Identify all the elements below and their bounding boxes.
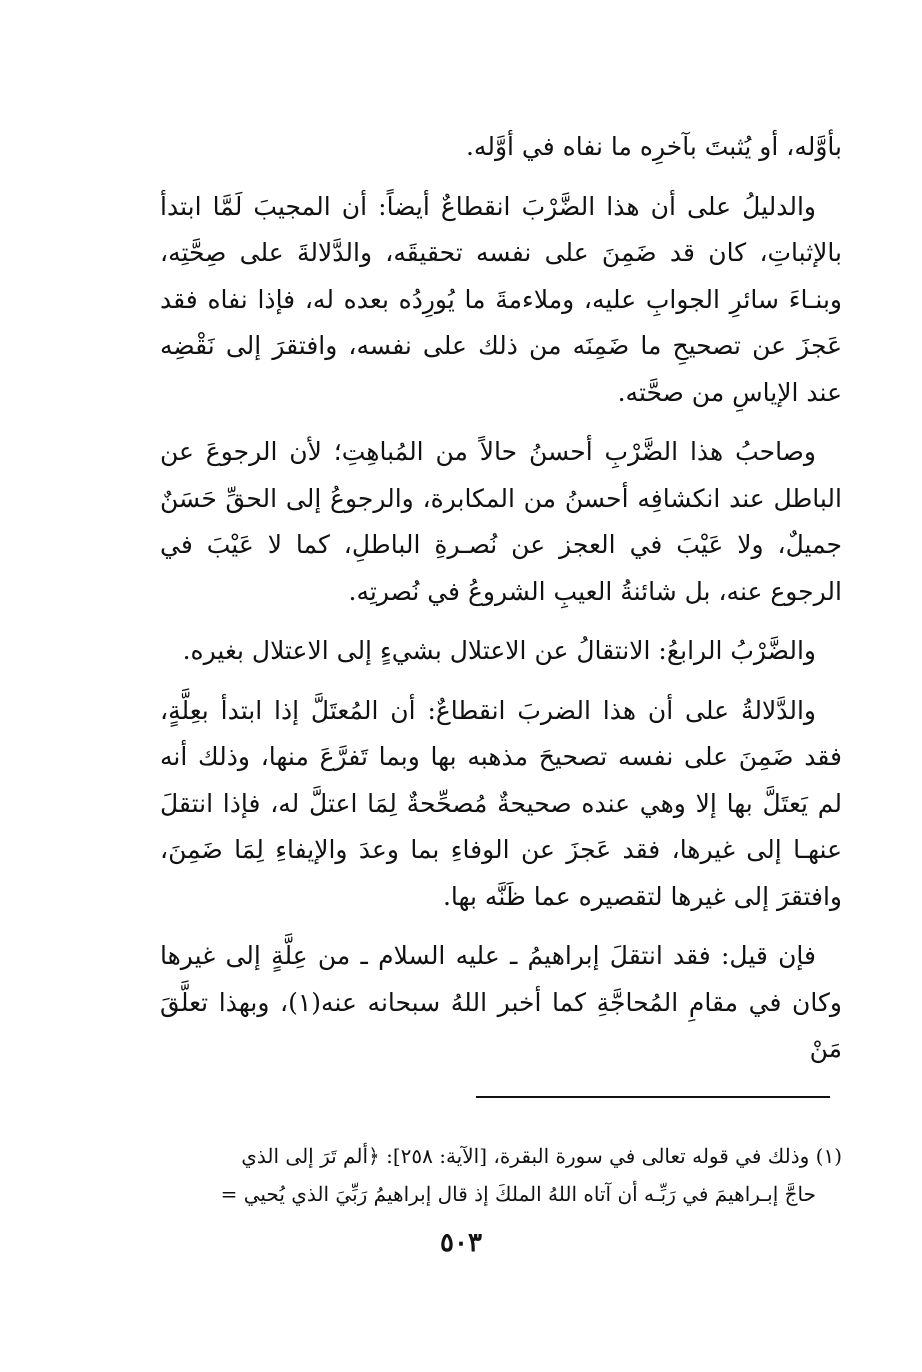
footnote-block [160, 1137, 842, 1213]
paragraph: والدليلُ على أن هذا الضَّرْبَ انقطاعٌ أيضاً: أن المجيبَ لَمَّا ابتدأ بالإثباتِ، كان قد ضَمِنَ على نفسه تحقيقَه، والدَّلالةَ على صِحَّتِه، وبنـاءَ سائرِ الجوابِ عليه، وملاءمةَ ما يُورِدُه بعده له، فإذا نفاه فقد عَجزَ عن تصحيحِ ما ضَمِنَه من ذلك على نفسه، وافتقرَ إلى نَقْضِه عند الإياسِ من صحَّته. [160, 191, 842, 407]
paragraph-fourth-type-heading: والضَّرْبُ الرابعُ: الانتقالُ عن الاعتلال بشيءٍ إلى الاعتلال بغيره. [182, 636, 816, 665]
footnote-line: حاجَّ إبـراهيمَ في رَبِّـه أن آتاه اللهُ الملكَ إذ قال إبراهيمُ رَبِّيَ الذي يُحيي = [220, 1182, 816, 1206]
paragraph: والدَّلالةُ على أن هذا الضربَ انقطاعٌ: أن المُعتَلَّ إذا ابتدأ بعِلَّةٍ، فقد ضَمِنَ على نفسه تصحيحَ مذهبه بها وبما تَفرَّعَ منها، وذلك أنه لم يَعتَلَّ بها إلا وهي عنده صحيحةٌ مُصحِّحةٌ لِمَا اعتلَّ له، فإذا انتقلَ عنهـا إلى غيرها، فقد عَجزَ عن الوفاءِ بما وعدَ والإيفاءِ لِمَا ضَمِنَ، وافتقرَ إلى غيرها لتقصيره عما ظَنَّه بها. [160, 695, 842, 911]
paragraph: فإن قيل: فقد انتقلَ إبراهيمُ ـ عليه السلام ـ من عِلَّةٍ إلى غيرها وكان في مقامِ المُحاجَّةِ كما أخبر اللهُ سبحانه عنه(١)، وبهذا تعلَّقَ مَنْ [160, 941, 842, 1063]
footnote-divider [476, 1096, 830, 1098]
main-text-block [160, 124, 842, 1086]
paragraph-continuation: بأوَّله، أو يُثبتَ بآخرِه ما نفاه في أوَّله. [465, 132, 842, 161]
footnote-line: (١) وذلك في قوله تعالى في سورة البقرة، [الآية: ٢٥٨]: ﴿ألم تَرَ إلى الذي [241, 1144, 842, 1168]
paragraph: وصاحبُ هذا الضَّرْبِ أحسنُ حالاً من المُباهِتِ؛ لأن الرجوعَ عن الباطل عند انكشافِه أحسنُ من المكابرة، والرجوعُ إلى الحقِّ حَسَنٌ جميلٌ، ولا عَيْبَ في العجز عن نُصـرةِ الباطلِ، كما لا عَيْبَ في الرجوع عنه، بل شائنةُ العيبِ الشروعُ في نُصرتِه. [160, 437, 842, 606]
page-number: ٥٠٣ [440, 1228, 482, 1258]
